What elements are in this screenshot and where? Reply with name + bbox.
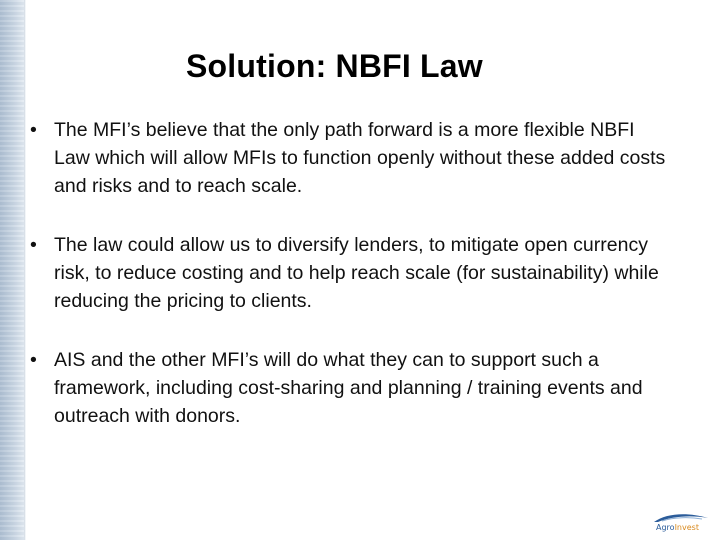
bullet-item bbox=[28, 116, 668, 200]
logo-text-agro: Agro bbox=[656, 523, 675, 532]
bullet-marker: • bbox=[30, 119, 37, 141]
left-band-texture bbox=[0, 0, 24, 540]
logo-wordmark bbox=[656, 523, 699, 533]
logo-text-invest: Invest bbox=[674, 523, 699, 532]
bullet-item bbox=[28, 231, 668, 315]
band-edge bbox=[24, 0, 26, 540]
bullet-marker: • bbox=[30, 349, 37, 371]
agroinvest-logo bbox=[652, 512, 710, 536]
bullet-text: The MFI’s believe that the only path forward is a more flexible NBFI Law which will allow MFIs to function openly without these added costs and risks and to reach scale. bbox=[54, 119, 666, 197]
bullet-item bbox=[28, 346, 668, 430]
bullet-marker: • bbox=[30, 234, 37, 256]
bullet-text: AIS and the other MFI’s will do what they can to support such a framework, including cost-sharing and planning / training events and outreach with donors. bbox=[54, 349, 643, 427]
slide-title: Solution: NBFI Law bbox=[186, 48, 483, 84]
bullet-text: The law could allow us to diversify lenders, to mitigate open currency risk, to reduce costing and to help reach scale (for sustainability) while reducing the pricing to clients. bbox=[54, 234, 659, 312]
bullet-list bbox=[28, 116, 668, 461]
